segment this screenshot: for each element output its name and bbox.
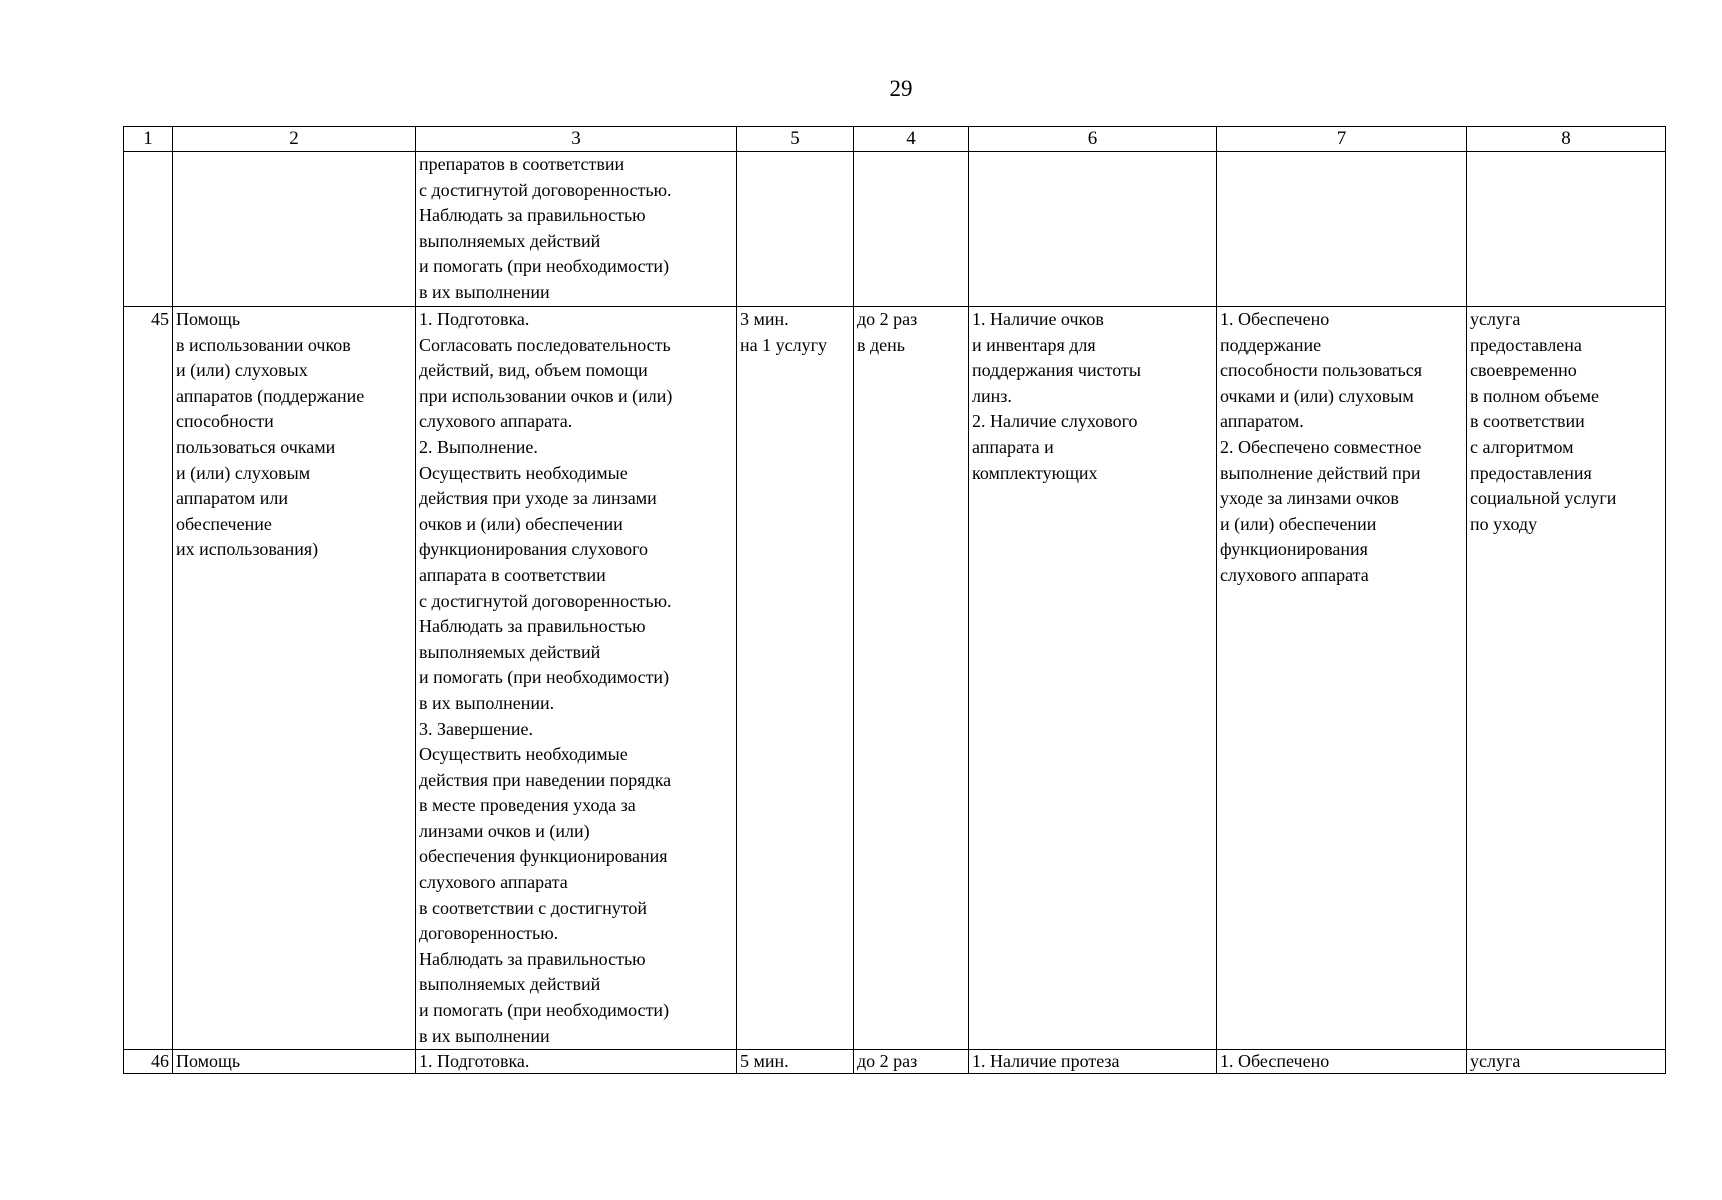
column-header: 6	[969, 127, 1217, 152]
column-header: 8	[1467, 127, 1666, 152]
service-result	[1217, 152, 1467, 307]
column-header: 4	[854, 127, 969, 152]
service-duration: 3 мин. на 1 услугу	[737, 307, 854, 1050]
table-row	[124, 1050, 1666, 1074]
service-result: 1. Обеспечено	[1217, 1050, 1467, 1074]
service-quality: услуга	[1467, 1050, 1666, 1074]
service-description: 1. Подготовка.	[416, 1050, 737, 1074]
service-result: 1. Обеспечено поддержание способности пользоваться очками и (или) слуховым аппаратом. 2. Обеспечено совместное выполнение действий при уходе за линзами очков и (или) обеспечении функционирования слухового аппарата	[1217, 307, 1467, 1050]
row-number	[124, 152, 173, 307]
service-duration: 5 мин.	[737, 1050, 854, 1074]
column-header: 1	[124, 127, 173, 152]
page-number: 29	[889, 76, 913, 101]
row-number: 45	[124, 307, 173, 1050]
service-name: Помощь в использовании очков и (или) слуховых аппаратов (поддержание способности пользоваться очками и (или) слуховым аппаратом или обеспечение их использования)	[173, 307, 416, 1050]
row-number: 46	[124, 1050, 173, 1074]
service-conditions	[969, 152, 1217, 307]
service-quality: услуга предоставлена своевременно в полном объеме в соответствии с алгоритмом предоставления социальной услуги по уходу	[1467, 307, 1666, 1050]
service-duration	[737, 152, 854, 307]
service-quality	[1467, 152, 1666, 307]
services-table	[123, 126, 1666, 1074]
service-conditions: 1. Наличие протеза	[969, 1050, 1217, 1074]
service-conditions: 1. Наличие очков и инвентаря для поддержания чистоты линз. 2. Наличие слухового аппарата и комплектующих	[969, 307, 1217, 1050]
service-name: Помощь	[173, 1050, 416, 1074]
table-header-row	[124, 127, 1666, 152]
column-header: 3	[416, 127, 737, 152]
service-name	[173, 152, 416, 307]
table-row	[124, 307, 1666, 1050]
service-frequency	[854, 152, 969, 307]
column-header: 2	[173, 127, 416, 152]
service-description: препаратов в соответствии с достигнутой договоренностью. Наблюдать за правильностью выполняемых действий и помогать (при необходимости) в их выполнении	[416, 152, 737, 307]
table-row	[124, 152, 1666, 307]
service-description: 1. Подготовка. Согласовать последовательность действий, вид, объем помощи при использовании очков и (или) слухового аппарата. 2. Выполнение. Осуществить необходимые действия при уходе за линзами очков и (или) обеспечении функционирования слухового аппарата в соответствии с достигнутой договоренностью. Наблюдать за правильностью выполняемых действий и помогать (при необходимости) в их выполнении. 3. Завершение. Осуществить необходимые действия при наведении порядка в месте проведения ухода за линзами очков и (или) обеспечения функционирования слухового аппарата в соответствии с достигнутой договоренностью. Наблюдать за правильностью выполняемых действий и помогать (при необходимости) в их выполнении	[416, 307, 737, 1050]
service-frequency: до 2 раз в день	[854, 307, 969, 1050]
service-frequency: до 2 раз	[854, 1050, 969, 1074]
column-header: 7	[1217, 127, 1467, 152]
column-header: 5	[737, 127, 854, 152]
